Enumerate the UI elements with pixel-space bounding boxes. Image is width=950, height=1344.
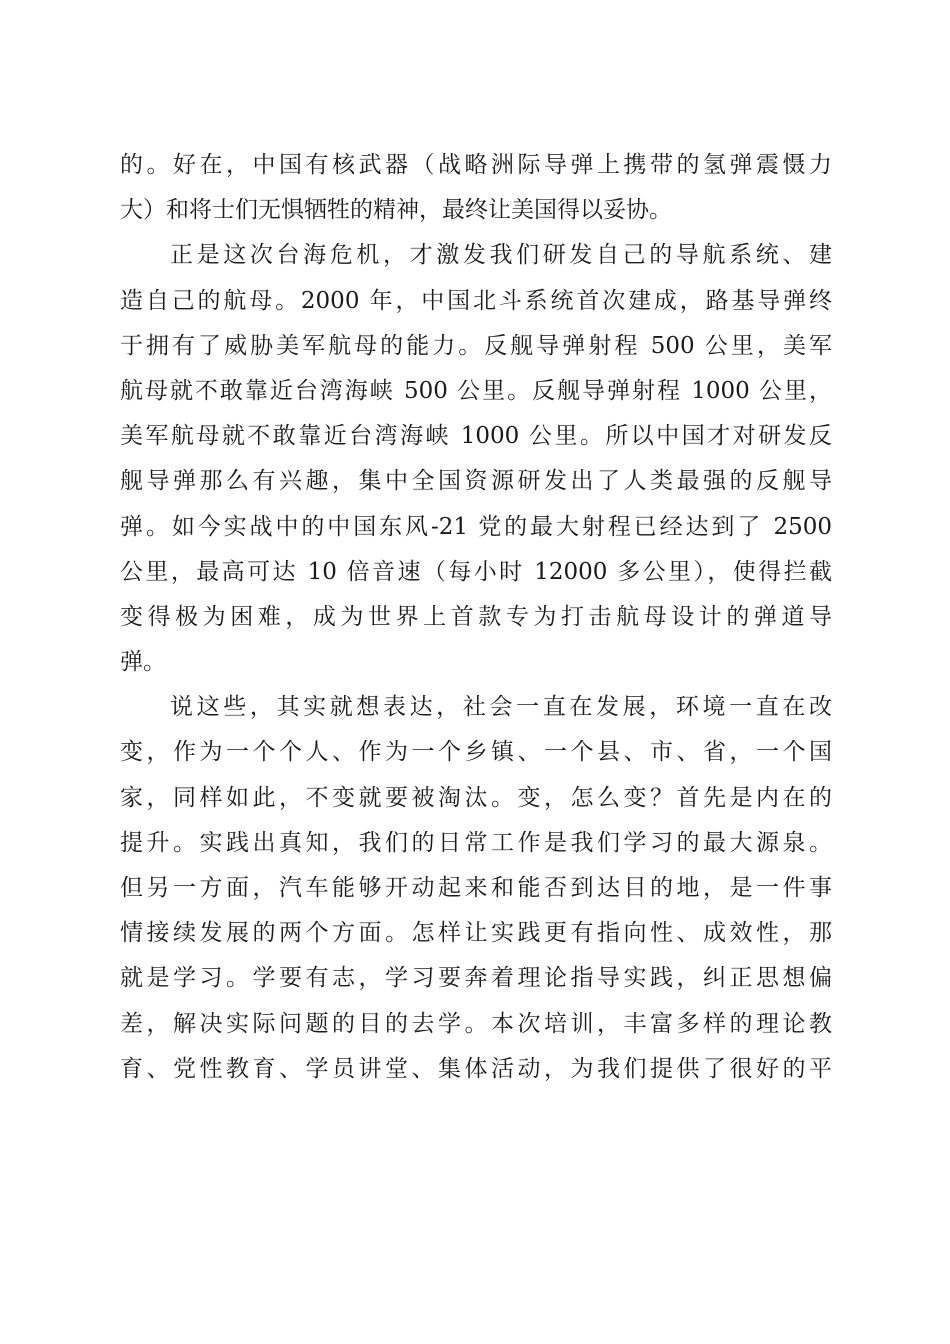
text-line: 弹。 (120, 649, 166, 676)
text-line: 说这些，其实就想表达，社会一直在发展，环境一直在改 (170, 694, 832, 721)
text-line: 大）和将士们无惧牺牲的精神，最终让美国得以妥协。 (120, 197, 672, 224)
text-line: 变，作为一个个人、作为一个乡镇、一个县、市、省，一个国 (120, 739, 832, 766)
text-line: 育、党性教育、学员讲堂、集体活动，为我们提供了很好的平 (120, 1055, 832, 1082)
text-line: 舰导弹那么有兴趣，集中全国资源研发出了人类最强的反舰导 (120, 468, 832, 495)
text-line: 就是学习。学要有志，学习要奔着理论指导实践，纠正思想偏 (120, 965, 832, 992)
text-line: 变得极为困难，成为世界上首款专为打击航母设计的弹道导 (120, 603, 832, 630)
text-line: 美军航母就不敢靠近台湾海峡 1000 公里。所以中国才对研发反 (120, 423, 832, 450)
text-line: 家，同样如此，不变就要被淘汰。变，怎么变？首先是内在的 (120, 784, 832, 811)
document-body (120, 143, 832, 1092)
text-line: 但另一方面，汽车能够开动起来和能否到达目的地，是一件事 (120, 875, 832, 901)
text-line: 公里，最高可达 10 倍音速（每小时 12000 多公里），使得拦截 (120, 558, 832, 585)
text-line: 差，解决实际问题的目的去学。本次培训，丰富多样的理论教 (120, 1010, 832, 1037)
text-line: 弹。如今实战中的中国东风-21 党的最大射程已经达到了 2500 (120, 513, 832, 540)
paragraph (120, 143, 832, 233)
paragraph (120, 685, 832, 1092)
text-line: 于拥有了威胁美军航母的能力。反舰导弹射程 500 公里，美军 (120, 332, 832, 359)
text-line: 的。好在，中国有核武器（战略洲际导弹上携带的氢弹震慑力 (120, 152, 832, 178)
paragraph (120, 233, 832, 685)
text-line: 情接续发展的两个方面。怎样让实践更有指向性、成效性，那 (120, 920, 832, 947)
text-line: 提升。实践出真知，我们的日常工作是我们学习的最大源泉。 (120, 829, 832, 856)
text-line: 航母就不敢靠近台湾海峡 500 公里。反舰导弹射程 1000 公里， (120, 377, 832, 404)
text-line: 正是这次台海危机，才激发我们研发自己的导航系统、建 (170, 242, 832, 269)
text-line: 造自己的航母。2000 年，中国北斗系统首次建成，路基导弹终 (120, 287, 832, 314)
